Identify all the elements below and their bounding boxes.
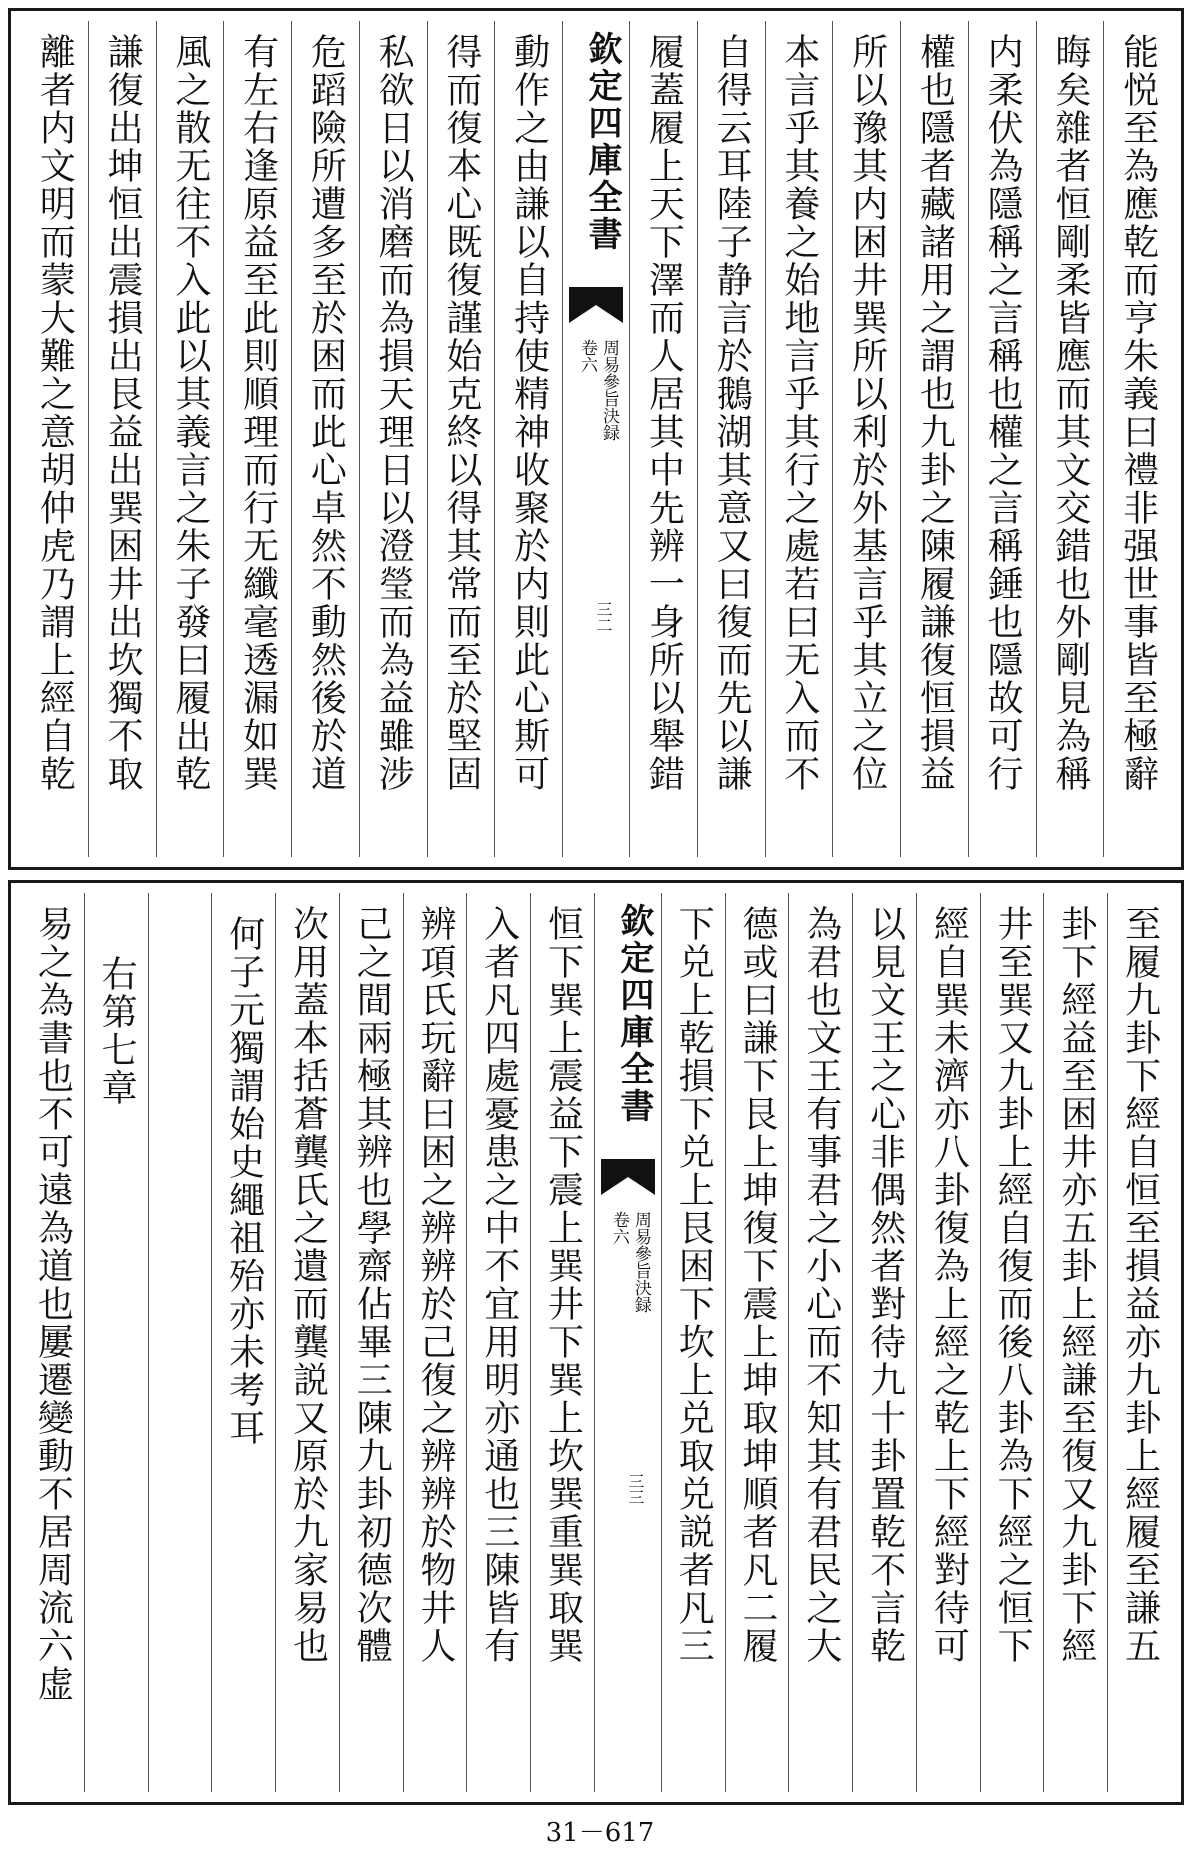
volume-label: 卷六 bbox=[577, 339, 597, 373]
top-page bbox=[8, 8, 1184, 870]
column-text: 權也隱者藏諸用之謂也九卦之陳履謙復恒損益 bbox=[914, 33, 956, 793]
text-column bbox=[980, 893, 1044, 1792]
text-column bbox=[916, 893, 980, 1792]
text-column bbox=[530, 893, 594, 1792]
text-column bbox=[629, 21, 697, 857]
book-info bbox=[603, 1211, 653, 1331]
bottom-page bbox=[8, 880, 1184, 1805]
text-column bbox=[403, 893, 467, 1792]
column-text: 本言乎其養之始地言乎其行之處若曰无入而不 bbox=[778, 33, 820, 793]
column-text: 經自巽未濟亦八卦復為上經之乾上下經對待可 bbox=[928, 905, 970, 1665]
column-text: 何子元獨謂始史繩祖殆亦未考耳 bbox=[223, 915, 265, 1447]
chapter-heading: 右第七章 bbox=[96, 955, 138, 1107]
text-column bbox=[852, 893, 916, 1792]
text-column bbox=[494, 21, 562, 857]
column-text: 入者凡四處憂患之中不宜用明亦通也三陳皆有 bbox=[478, 905, 520, 1665]
text-column bbox=[291, 21, 359, 857]
column-text: 次用蓋本括蒼龔氏之遺而龔説又原於九家易也 bbox=[287, 905, 329, 1665]
column-text: 下兑上乾損下兑上艮困下坎上兑取兑説者凡三 bbox=[673, 905, 715, 1665]
column-text: 恒下巽上震益下震上巽井下巽上坎巽重巽取巽 bbox=[542, 905, 584, 1665]
leaf-number: 三三 bbox=[625, 1473, 645, 1505]
column-text: 私欲日以消磨而為損天理日以澄瑩而為益雖涉 bbox=[373, 33, 415, 793]
center-fold-column bbox=[562, 21, 629, 857]
library-title: 欽定四庫全書 bbox=[613, 903, 654, 1125]
column-text: 内柔伏為隱稱之言稱也權之言稱錘也隱故可行 bbox=[982, 33, 1024, 793]
text-column bbox=[466, 893, 530, 1792]
text-column bbox=[88, 21, 156, 857]
text-column bbox=[968, 21, 1036, 857]
column-text: 履蓋履上天下澤而人居其中先辨一身所以舉錯 bbox=[643, 33, 685, 793]
text-column bbox=[275, 893, 339, 1792]
text-column bbox=[21, 893, 84, 1792]
column-text: 動作之由謙以自持使精神收聚於内則此心斯可 bbox=[508, 33, 550, 793]
fishtail-mark-icon bbox=[567, 283, 625, 329]
text-column bbox=[211, 893, 275, 1792]
text-column bbox=[339, 893, 403, 1792]
text-column bbox=[156, 21, 224, 857]
column-text: 井至巽又九卦上經自復而後八卦為下經之恒下 bbox=[992, 905, 1034, 1665]
text-column bbox=[427, 21, 495, 857]
book-title: 周易參旨決録 bbox=[599, 339, 619, 441]
chapter-heading-column bbox=[84, 893, 148, 1792]
column-text: 有左右逢原益至此則順理而行无纖毫透漏如巽 bbox=[237, 33, 279, 793]
text-column bbox=[788, 893, 852, 1792]
center-fold-column bbox=[594, 893, 661, 1792]
column-text: 危蹈險所遭多至於困而此心卓然不動然後於道 bbox=[305, 33, 347, 793]
text-column bbox=[21, 21, 88, 857]
column-text: 所以豫其内困井巽所以利於外基言乎其立之位 bbox=[846, 33, 888, 793]
text-column bbox=[223, 21, 291, 857]
column-text: 離者内文明而蒙大難之意胡仲虎乃謂上經自乾 bbox=[34, 33, 76, 793]
text-column bbox=[832, 21, 900, 857]
column-text: 以見文王之心非偶然者對待九十卦置乾不言乾 bbox=[864, 905, 906, 1665]
text-column bbox=[725, 893, 789, 1792]
volume-label: 卷六 bbox=[608, 1211, 629, 1245]
page-footer-number: 31－617 bbox=[545, 1818, 655, 1848]
column-text: 易之為書也不可遠為道也屢遷變動不居周流六虚 bbox=[32, 905, 74, 1703]
column-text: 至履九卦下經自恒至損益亦九卦上經履至謙五 bbox=[1119, 905, 1161, 1665]
text-column bbox=[1036, 21, 1104, 857]
text-column bbox=[359, 21, 427, 857]
text-column bbox=[697, 21, 765, 857]
text-column bbox=[661, 893, 725, 1792]
bottom-page-columns bbox=[21, 893, 1171, 1792]
column-text: 得而復本心既復謹始克終以得其常而至於堅固 bbox=[440, 33, 482, 793]
text-column bbox=[1103, 21, 1171, 857]
column-text: 為君也文王有事君之小心而不知其有君民之大 bbox=[800, 905, 842, 1665]
column-text: 晦矣雜者恒剛柔皆應而其文交錯也外剛見為稱 bbox=[1049, 33, 1091, 793]
text-column bbox=[900, 21, 968, 857]
leaf-number: 三二 bbox=[594, 601, 613, 633]
column-text: 自得云耳陸子静言於鵝湖其意又曰復而先以謙 bbox=[711, 33, 753, 793]
column-text: 辨項氏玩辭曰困之辨辨於己復之辨辨於物井人 bbox=[414, 905, 456, 1665]
column-text: 卦下經益至困井亦五卦上經謙至復又九卦下經 bbox=[1055, 905, 1097, 1665]
column-text: 風之散无往不入此以其義言之朱子發曰履出乾 bbox=[169, 33, 211, 793]
fishtail-mark-icon bbox=[599, 1155, 657, 1201]
library-title: 欽定四庫全書 bbox=[582, 31, 622, 253]
empty-column bbox=[148, 893, 212, 1792]
book-title: 周易參旨決録 bbox=[630, 1211, 651, 1313]
text-column bbox=[765, 21, 833, 857]
book-info bbox=[571, 339, 621, 459]
column-text: 己之間兩極其辨也學齋佔畢三陳九卦初德次體 bbox=[351, 905, 393, 1665]
column-text: 德或曰謙下艮上坤復下震上坤取坤順者凡二履 bbox=[737, 905, 779, 1665]
top-page-columns bbox=[21, 21, 1171, 857]
text-column bbox=[1043, 893, 1107, 1792]
column-text: 能悦至為應乾而亨朱義曰禮非强世事皆至極辭 bbox=[1117, 33, 1159, 793]
column-text: 謙復出坤恒出震損出艮益出巽困井出坎獨不取 bbox=[102, 33, 144, 793]
text-column bbox=[1107, 893, 1171, 1792]
